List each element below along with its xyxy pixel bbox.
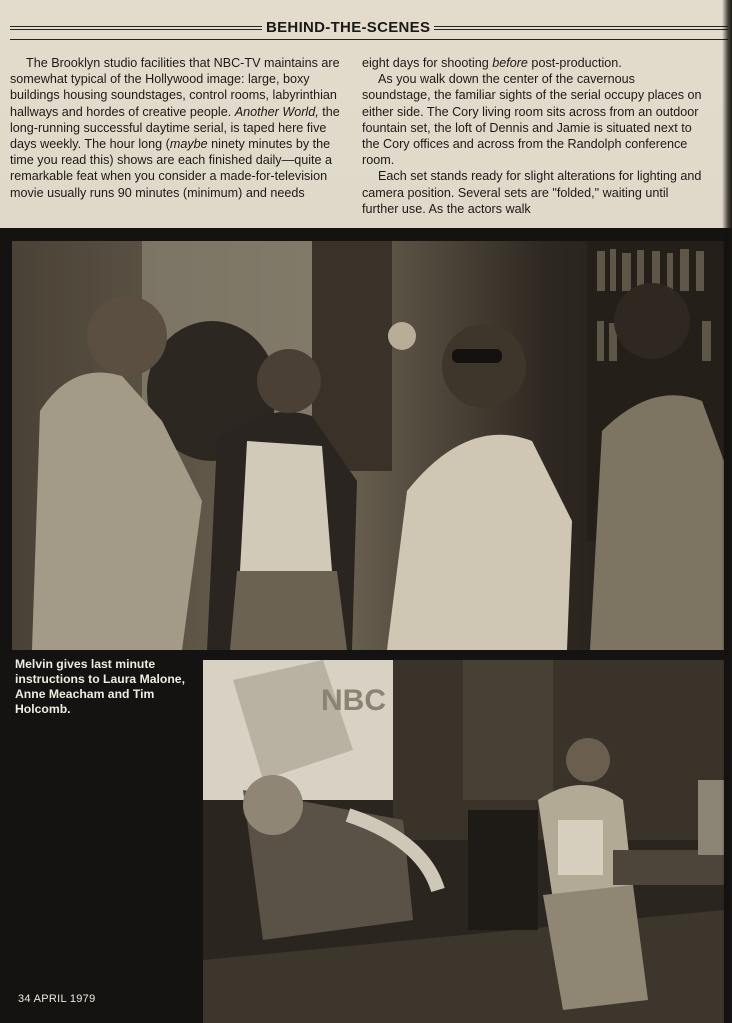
photo-caption: Melvin gives last minute instructions to Laura Malone, Anne Meacham and Tim Holcomb.	[15, 657, 185, 716]
page-folio: 34 APRIL 1979	[18, 993, 96, 1005]
header-rule-bottom	[10, 39, 728, 40]
article-column-2	[362, 55, 702, 217]
photo-cast-on-set	[12, 241, 724, 650]
section-header	[10, 14, 728, 42]
photo-studio-illustration	[203, 660, 724, 1023]
article-paragraph: As you walk down the center of the cavernous soundstage, the familiar sights of the serial occupy places on either side. The Cory living room sits across from an outdoor fountain set, the loft of Dennis and Jamie is situated next to the Cory offices and across from the Randolph conference room.	[362, 72, 702, 168]
section-title: BEHIND-THE-SCENES	[262, 19, 434, 36]
article-paragraph: eight days for shooting before post-production.	[362, 56, 622, 70]
article-paragraph: The Brooklyn studio facilities that NBC-TV maintains are somewhat typical of the Hollywood image: large, boxy buildings housing soundstages, control rooms, labyrinthian hallways and hordes of creative people. Another World, the long-running successful daytime serial, is taped here five days weekly. The hour long (maybe ninety minutes by the time you read this) shows are each finished daily—quite a remarkable feat when you consider a made-for-television movie usually runs 90 minutes (minimum) and needs	[10, 56, 340, 200]
article-column-1	[10, 55, 346, 201]
photo-cast-illustration	[12, 241, 724, 650]
photo-director-seated	[203, 660, 724, 1023]
sign-text: NBC	[321, 684, 386, 717]
article-paragraph: Each set stands ready for slight alterations for lighting and camera position. Several sets are "folded," waiting until further use. As the actors walk	[362, 169, 702, 216]
page-spine-shadow	[722, 0, 732, 1023]
